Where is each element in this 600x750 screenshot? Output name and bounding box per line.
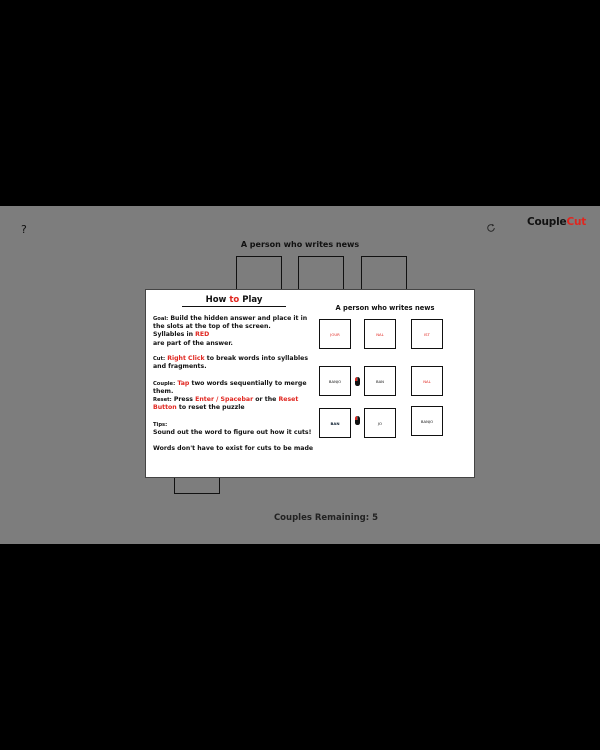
cut-key: Cut:: [153, 356, 166, 362]
reset-instruction: [153, 396, 318, 412]
couple-instruction: [153, 380, 318, 396]
logo-text-cut: Cut: [566, 216, 587, 228]
couple-text: two words sequentially to merge them.: [153, 380, 307, 396]
tips-instruction: [153, 421, 318, 437]
help-button[interactable]: ?: [21, 223, 27, 236]
goal-text-1: Build the hidden answer and place it in the slots at the top of the screen.: [153, 315, 308, 331]
goal-red-text: RED: [195, 331, 210, 339]
logo-text-couple: Couple: [527, 216, 567, 228]
example-tile: NAL: [364, 319, 396, 349]
mouse-right-click-icon: [355, 416, 360, 425]
couple-key: Couple:: [153, 381, 176, 387]
example-tile: BAN: [364, 366, 396, 396]
couple-red-text: Tap: [177, 380, 190, 387]
couples-remaining: Couples Remaining: 5: [273, 513, 379, 523]
example-tile: BAN: [319, 408, 351, 438]
cut-red-text: Right Click: [167, 355, 205, 362]
tip-2: Words don't have to exist for cuts to be made: [153, 445, 314, 452]
clue-text: A person who writes news: [240, 240, 360, 249]
cut-text: to break words into syllables and fragments.: [153, 355, 308, 371]
title-part-1: How: [205, 295, 230, 305]
game-logo: [527, 216, 586, 228]
title-part-3: Play: [239, 295, 263, 305]
example-tile: BANJO: [411, 406, 443, 436]
title-part-2: to: [229, 295, 240, 305]
goal-key: Goal:: [153, 316, 169, 322]
goal-text-2: Syllables in: [153, 331, 196, 339]
how-to-play-modal: [145, 289, 475, 478]
tips-key: Tips:: [153, 422, 168, 428]
mouse-right-click-icon: [355, 377, 360, 386]
goal-instruction: [153, 315, 318, 348]
example-clue: A person who writes news: [335, 304, 435, 312]
example-tile: JO: [364, 408, 396, 438]
reset-text-2: or the: [253, 396, 279, 403]
cut-instruction: [153, 355, 318, 371]
example-tile: JOUR: [319, 319, 351, 349]
example-tile: IST: [411, 319, 443, 349]
tip-1: Sound out the word to figure out how it cuts!: [153, 429, 312, 437]
reset-key: Reset:: [153, 397, 172, 403]
reset-red-text-2: Reset Button: [153, 396, 299, 412]
modal-title: [182, 295, 286, 307]
reset-text-3: to reset the puzzle: [176, 404, 245, 412]
refresh-icon[interactable]: [486, 223, 496, 233]
example-tile: BANJO: [319, 366, 351, 396]
reset-text-1: Press: [171, 396, 196, 403]
reset-red-text-1: Enter / Spacebar: [195, 396, 254, 403]
goal-text-3: are part of the answer.: [153, 339, 233, 347]
example-tile: NAL: [411, 366, 443, 396]
